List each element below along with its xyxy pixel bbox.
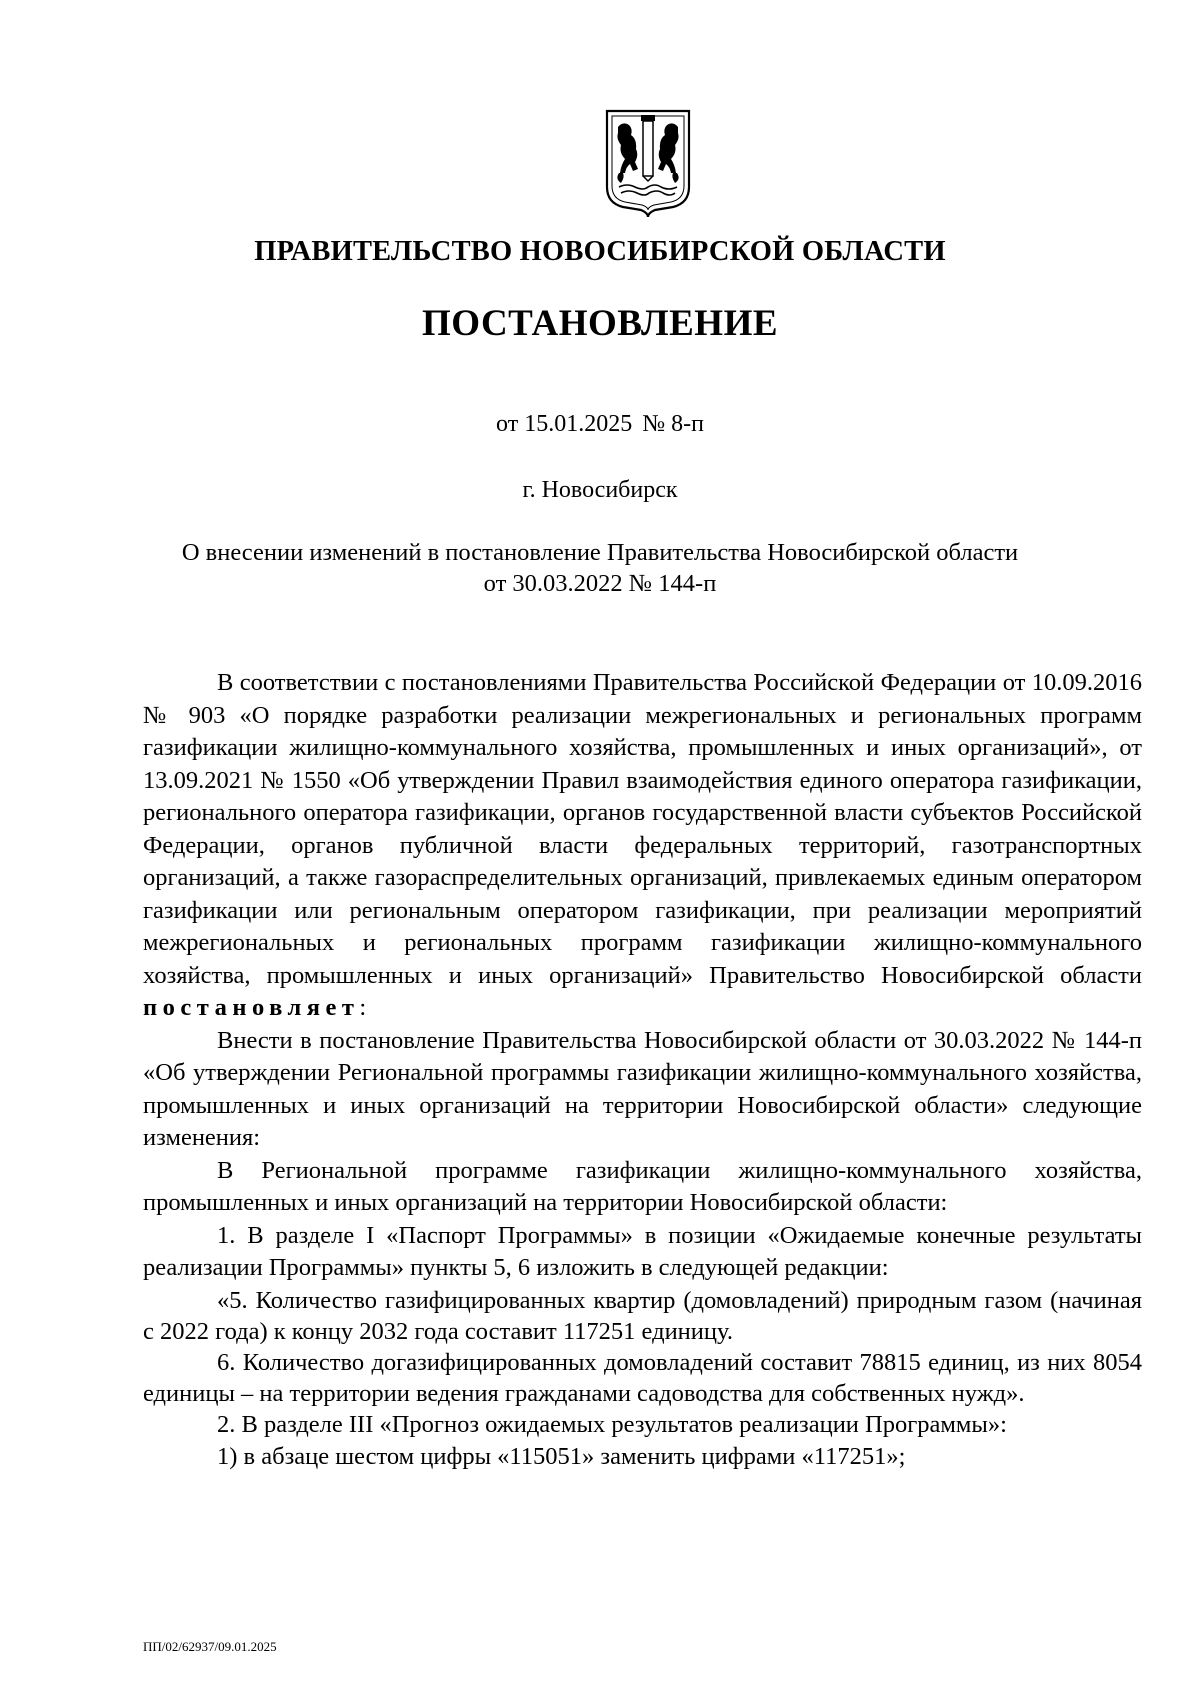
paragraph-point-6: 6. Количество догазифицированных домовладений составит 78815 единиц, из них 8054 единицы – на территории ведения гражданами садоводства для собственных нужд». <box>143 1348 1142 1407</box>
document-type-heading: ПОСТАНОВЛЕНИЕ <box>421 303 779 344</box>
document-body <box>143 667 1142 1474</box>
document-date: от 15.01.2025 <box>496 411 633 437</box>
resolves-emphasis: постановляет <box>143 994 360 1021</box>
preamble-end: : <box>359 994 367 1021</box>
subject-line-2: от 30.03.2022 № 144-п <box>483 570 717 597</box>
subject-line-1: О внесении изменений в постановление Правительства Новосибирской области <box>181 539 1019 566</box>
document-subject <box>0 537 1200 599</box>
footer-document-code: ПП/02/62937/09.01.2025 <box>143 1639 277 1654</box>
paragraph-subitem-1: 1) в абзаце шестом цифры «115051» заменить цифрами «117251»; <box>217 1443 906 1470</box>
document-number: № 8-п <box>642 411 704 437</box>
document-date-line <box>0 411 1200 438</box>
paragraph-amend-intro: Внести в постановление Правительства Новосибирской области от 30.03.2022 № 144-п «Об утверждении Региональной программы газификации жилищно-коммунального хозяйства, промышленных и иных организаций на территории Новосибирской области» следующие изменения: <box>143 1026 1142 1151</box>
document-city: г. Новосибирск <box>522 477 678 503</box>
coat-of-arms-icon <box>603 107 693 219</box>
preamble-text: В соответствии с постановлениями Правительства Российской Федерации от 10.09.2016 № 903 «О порядке разработки реализации межрегиональных и региональных программ газификации жилищно-коммунального хозяйства, промышленных и иных организаций», от 13.09.2021 № 1550 «Об утверждении Правил взаимодействия единого оператора газификации, регионального оператора газификации, органов государственной власти субъектов Российской Федерации, органов публичной власти федеральных территорий, газотранспортных организаций, а также газораспределительных организаций, привлекаемых единым оператором газификации или региональным оператором газификации, при реализации мероприятий межрегиональных и региональных программ газификации жилищно-коммунального хозяйства, промышленных и иных организаций» Правительство Новосибирской области <box>143 669 1142 989</box>
government-title: ПРАВИТЕЛЬСТВО НОВОСИБИРСКОЙ ОБЛАСТИ <box>254 236 946 267</box>
paragraph-preamble <box>143 667 1142 1025</box>
paragraph-item-1: 1. В разделе I «Паспорт Программы» в позиции «Ожидаемые конечные результаты реализации Программы» пункты 5, 6 изложить в следующей редакции: <box>143 1221 1142 1281</box>
paragraph-item-2: 2. В разделе III «Прогноз ожидаемых результатов реализации Программы»: <box>217 1410 1007 1438</box>
paragraph-point-5: «5. Количество газифицированных квартир (домовладений) природным газом (начиная с 2022 года) к концу 2032 года составит 117251 единицу. <box>143 1286 1142 1345</box>
paragraph-program-intro: В Региональной программе газификации жилищно-коммунального хозяйства, промышленных и иных организаций на территории Новосибирской области: <box>143 1156 1142 1216</box>
